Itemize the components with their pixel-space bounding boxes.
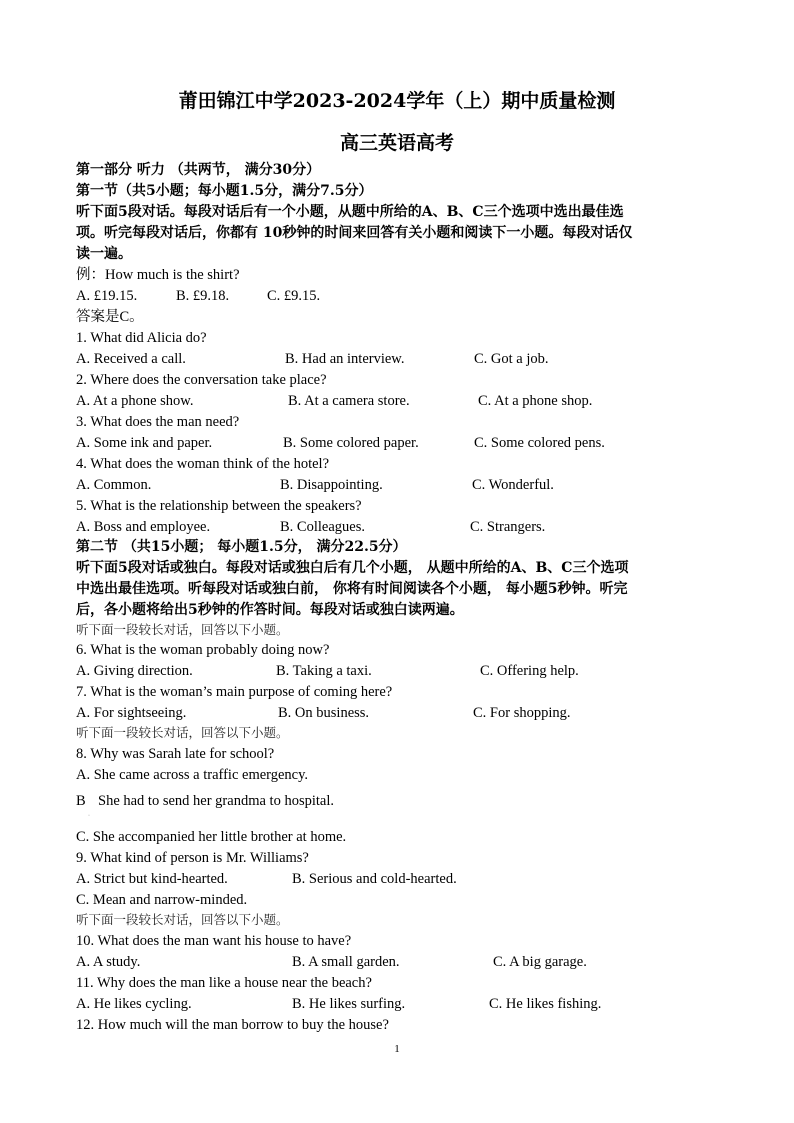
question-4: 4. What does the woman think of the hotel? <box>76 456 330 472</box>
option-a: A. Boss and employee. <box>76 519 211 535</box>
option-c: C. Got a job. <box>474 351 549 367</box>
section1-instruction-line: 听下面5段对话。每段对话后有一个小题，从题中所给的A、B、C三个选项中选出最佳选 <box>76 204 624 220</box>
option-b: B. He likes surfing. <box>292 996 406 1012</box>
option-c: C. Strangers. <box>470 519 546 535</box>
option-b: B. A small garden. <box>292 954 400 970</box>
option-b-letter: B <box>76 793 86 809</box>
question-3: 3. What does the man need? <box>76 414 240 430</box>
stray-dot: · <box>88 813 90 819</box>
option-a: A. A study. <box>76 954 141 970</box>
option-b: B. Serious and cold-hearted. <box>292 871 457 887</box>
question-6: 6. What is the woman probably doing now? <box>76 642 330 658</box>
section2-instruction-line: 听下面5段对话或独白。每段对话或独白后有几个小题， 从题中所给的A、B、C三个选项 <box>76 560 629 576</box>
page-number: 1 <box>394 1043 400 1055</box>
section1-instruction-line: 项。听完每段对话后，你都有 10秒钟的时间来回答有关小题和阅读下一小题。每段对话仅 <box>76 225 633 241</box>
option-b: B. Disappointing. <box>280 477 383 493</box>
option-a: A. Received a call. <box>76 351 186 367</box>
question-11: 11. Why does the man like a house near the beach? <box>76 975 372 991</box>
option-a: A. Strict but kind-hearted. <box>76 871 228 887</box>
section2-instruction-line: 后，各小题将给出5秒钟的作答时间。每段对话或独白读两遍。 <box>76 602 464 618</box>
example-option: A. £19.15. <box>76 288 138 304</box>
option-c: C. For shopping. <box>473 705 571 721</box>
option-b: She had to send her grandma to hospital. <box>98 793 334 809</box>
question-8: 8. Why was Sarah late for school? <box>76 746 275 762</box>
question-9: 9. What kind of person is Mr. Williams? <box>76 850 309 866</box>
option-c: C. He likes fishing. <box>489 996 602 1012</box>
option-c: C. A big garage. <box>493 954 587 970</box>
option-c: C. At a phone shop. <box>478 393 593 409</box>
option-c: C. She accompanied her little brother at home. <box>76 829 347 845</box>
example-option: C. £9.15. <box>267 288 321 304</box>
option-b: B. Colleagues. <box>280 519 365 535</box>
question-10: 10. What does the man want his house to have? <box>76 933 352 949</box>
option-c: C. Some colored pens. <box>474 435 605 451</box>
option-a: A. Some ink and paper. <box>76 435 213 451</box>
option-b: B. At a camera store. <box>288 393 410 409</box>
option-b: B. Had an interview. <box>285 351 405 367</box>
option-b: B. Taking a taxi. <box>276 663 372 679</box>
question-5: 5. What is the relationship between the speakers? <box>76 498 362 514</box>
example-question: 例：How much is the shirt? <box>76 267 240 283</box>
listening-prompt: 听下面一段较长对话，回答以下小题。 <box>76 726 289 740</box>
option-c: C. Wonderful. <box>472 477 554 493</box>
option-c: C. Offering help. <box>480 663 579 679</box>
listening-prompt: 听下面一段较长对话，回答以下小题。 <box>76 623 289 637</box>
exam-subtitle: 高三英语高考 <box>339 132 454 154</box>
part1-heading: 第一部分 听力 （共两节， 满分30分） <box>76 162 321 178</box>
option-b: B. On business. <box>278 705 370 721</box>
question-12: 12. How much will the man borrow to buy the house? <box>76 1017 389 1033</box>
question-7: 7. What is the woman’s main purpose of coming here? <box>76 684 393 700</box>
section1-instruction-line: 读一遍。 <box>76 246 132 262</box>
option-a: A. At a phone show. <box>76 393 194 409</box>
question-1: 1. What did Alicia do? <box>76 330 207 346</box>
option-a: A. She came across a traffic emergency. <box>76 767 309 783</box>
option-a: A. Common. <box>76 477 152 493</box>
section1-heading: 第一节（共5小题；每小题1.5分，满分7.5分） <box>76 183 373 199</box>
exam-title: 莆田锦江中学2023-2024学年（上）期中质量检测 <box>178 90 616 112</box>
option-c: C. Mean and narrow-minded. <box>76 892 248 908</box>
section2-instruction-line: 中选出最佳选项。听每段对话或独白前， 你将有时间阅读各个小题， 每小题5秒钟。听完 <box>76 581 628 597</box>
example-option: B. £9.18. <box>176 288 230 304</box>
question-2: 2. Where does the conversation take place? <box>76 372 327 388</box>
section2-heading: 第二节 （共15小题； 每小题1.5分， 满分22.5分） <box>76 539 407 555</box>
option-a: A. For sightseeing. <box>76 705 187 721</box>
listening-prompt: 听下面一段较长对话，回答以下小题。 <box>76 913 289 927</box>
option-b: B. Some colored paper. <box>283 435 419 451</box>
option-a: A. He likes cycling. <box>76 996 192 1012</box>
option-a: A. Giving direction. <box>76 663 193 679</box>
example-answer: 答案是C。 <box>76 309 144 325</box>
